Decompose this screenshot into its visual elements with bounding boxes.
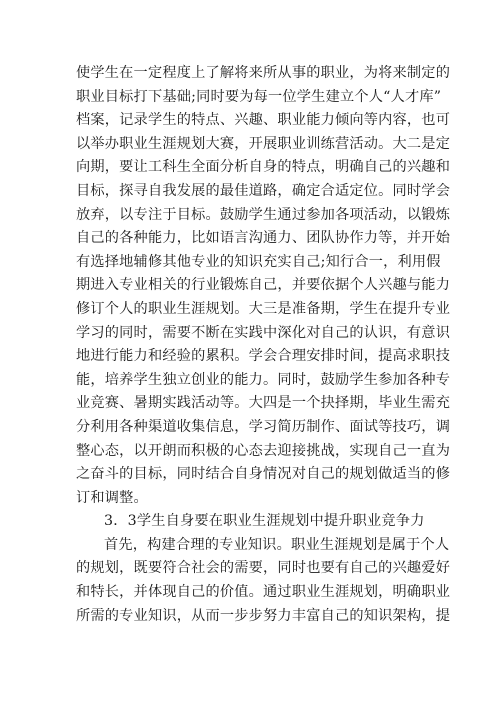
text-line: 修订个人的职业生涯规划。大三是准备期，学生在提升专业 bbox=[76, 300, 451, 317]
paragraph-1 bbox=[76, 62, 451, 510]
text-line: 放弃，以专注于目标。鼓励学生通过参加各项活动，以锻炼 bbox=[76, 206, 451, 223]
text-line: 目标，探寻自我发展的最佳道路，确定合适定位。同时学会 bbox=[76, 182, 451, 199]
text-line: 地进行能力和经验的累积。学会合理安排时间，提高求职技 bbox=[76, 348, 451, 365]
text-line: 能，培养学生独立创业的能力。同时，鼓励学生参加各种专 bbox=[76, 371, 451, 388]
text-line: 学习的同时，需要不断在实践中深化对自己的认识，有意识 bbox=[76, 324, 451, 341]
text-line: 所需的专业知识，从而一步步努力丰富自己的知识架构，提 bbox=[76, 607, 451, 624]
text-line: 分利用各种渠道收集信息，学习简历制作、面试等技巧，调 bbox=[76, 418, 451, 435]
text-line: 向期，要让工科生全面分析自身的特点，明确自己的兴趣和 bbox=[76, 159, 451, 176]
text-line: 业竞赛、暑期实践活动等。大四是一个抉择期，毕业生需充 bbox=[76, 395, 451, 412]
text-line: 之奋斗的目标，同时结合自身情况对自己的规划做适当的修 bbox=[76, 466, 451, 483]
text-line: 职业目标打下基础;同时要为每一位学生建立个人“人才库” bbox=[76, 88, 442, 105]
text-line: 使学生在一定程度上了解将来所从事的职业，为将来制定的 bbox=[76, 65, 451, 81]
body-text bbox=[76, 62, 451, 628]
text-line: 的规划，既要符合社会的需要，同时也要有自己的兴趣爱好 bbox=[76, 560, 451, 577]
text-line: 以举办职业生涯规划大赛，开展职业训练营活动。大二是定 bbox=[76, 135, 451, 152]
text-line: 自己的各种能力，比如语言沟通力、团队协作力等，并开始 bbox=[76, 230, 451, 247]
text-line: 档案，记录学生的特点、兴趣、职业能力倾向等内容，也可 bbox=[76, 112, 451, 129]
text-line: 有选择地辅修其他专业的知识充实自己;知行合一，利用假 bbox=[76, 253, 441, 270]
text-line: 整心态，以开朗而积极的心态去迎接挑战，实现自己一直为 bbox=[76, 442, 451, 459]
text-line: 和特长，并体现自己的价值。通过职业生涯规划，明确职业 bbox=[76, 584, 451, 601]
section-heading: 3．3学生自身要在职业生涯规划中提升职业竞争力 bbox=[104, 513, 425, 530]
text-line: 期进入专业相关的行业锻炼自己，并要依据个人兴趣与能力 bbox=[76, 277, 451, 294]
text-line: 订和调整。 bbox=[76, 489, 148, 506]
paragraph-2 bbox=[76, 534, 451, 628]
text-line: 首先，构建合理的专业知识。职业生涯规划是属于个人 bbox=[104, 536, 450, 553]
